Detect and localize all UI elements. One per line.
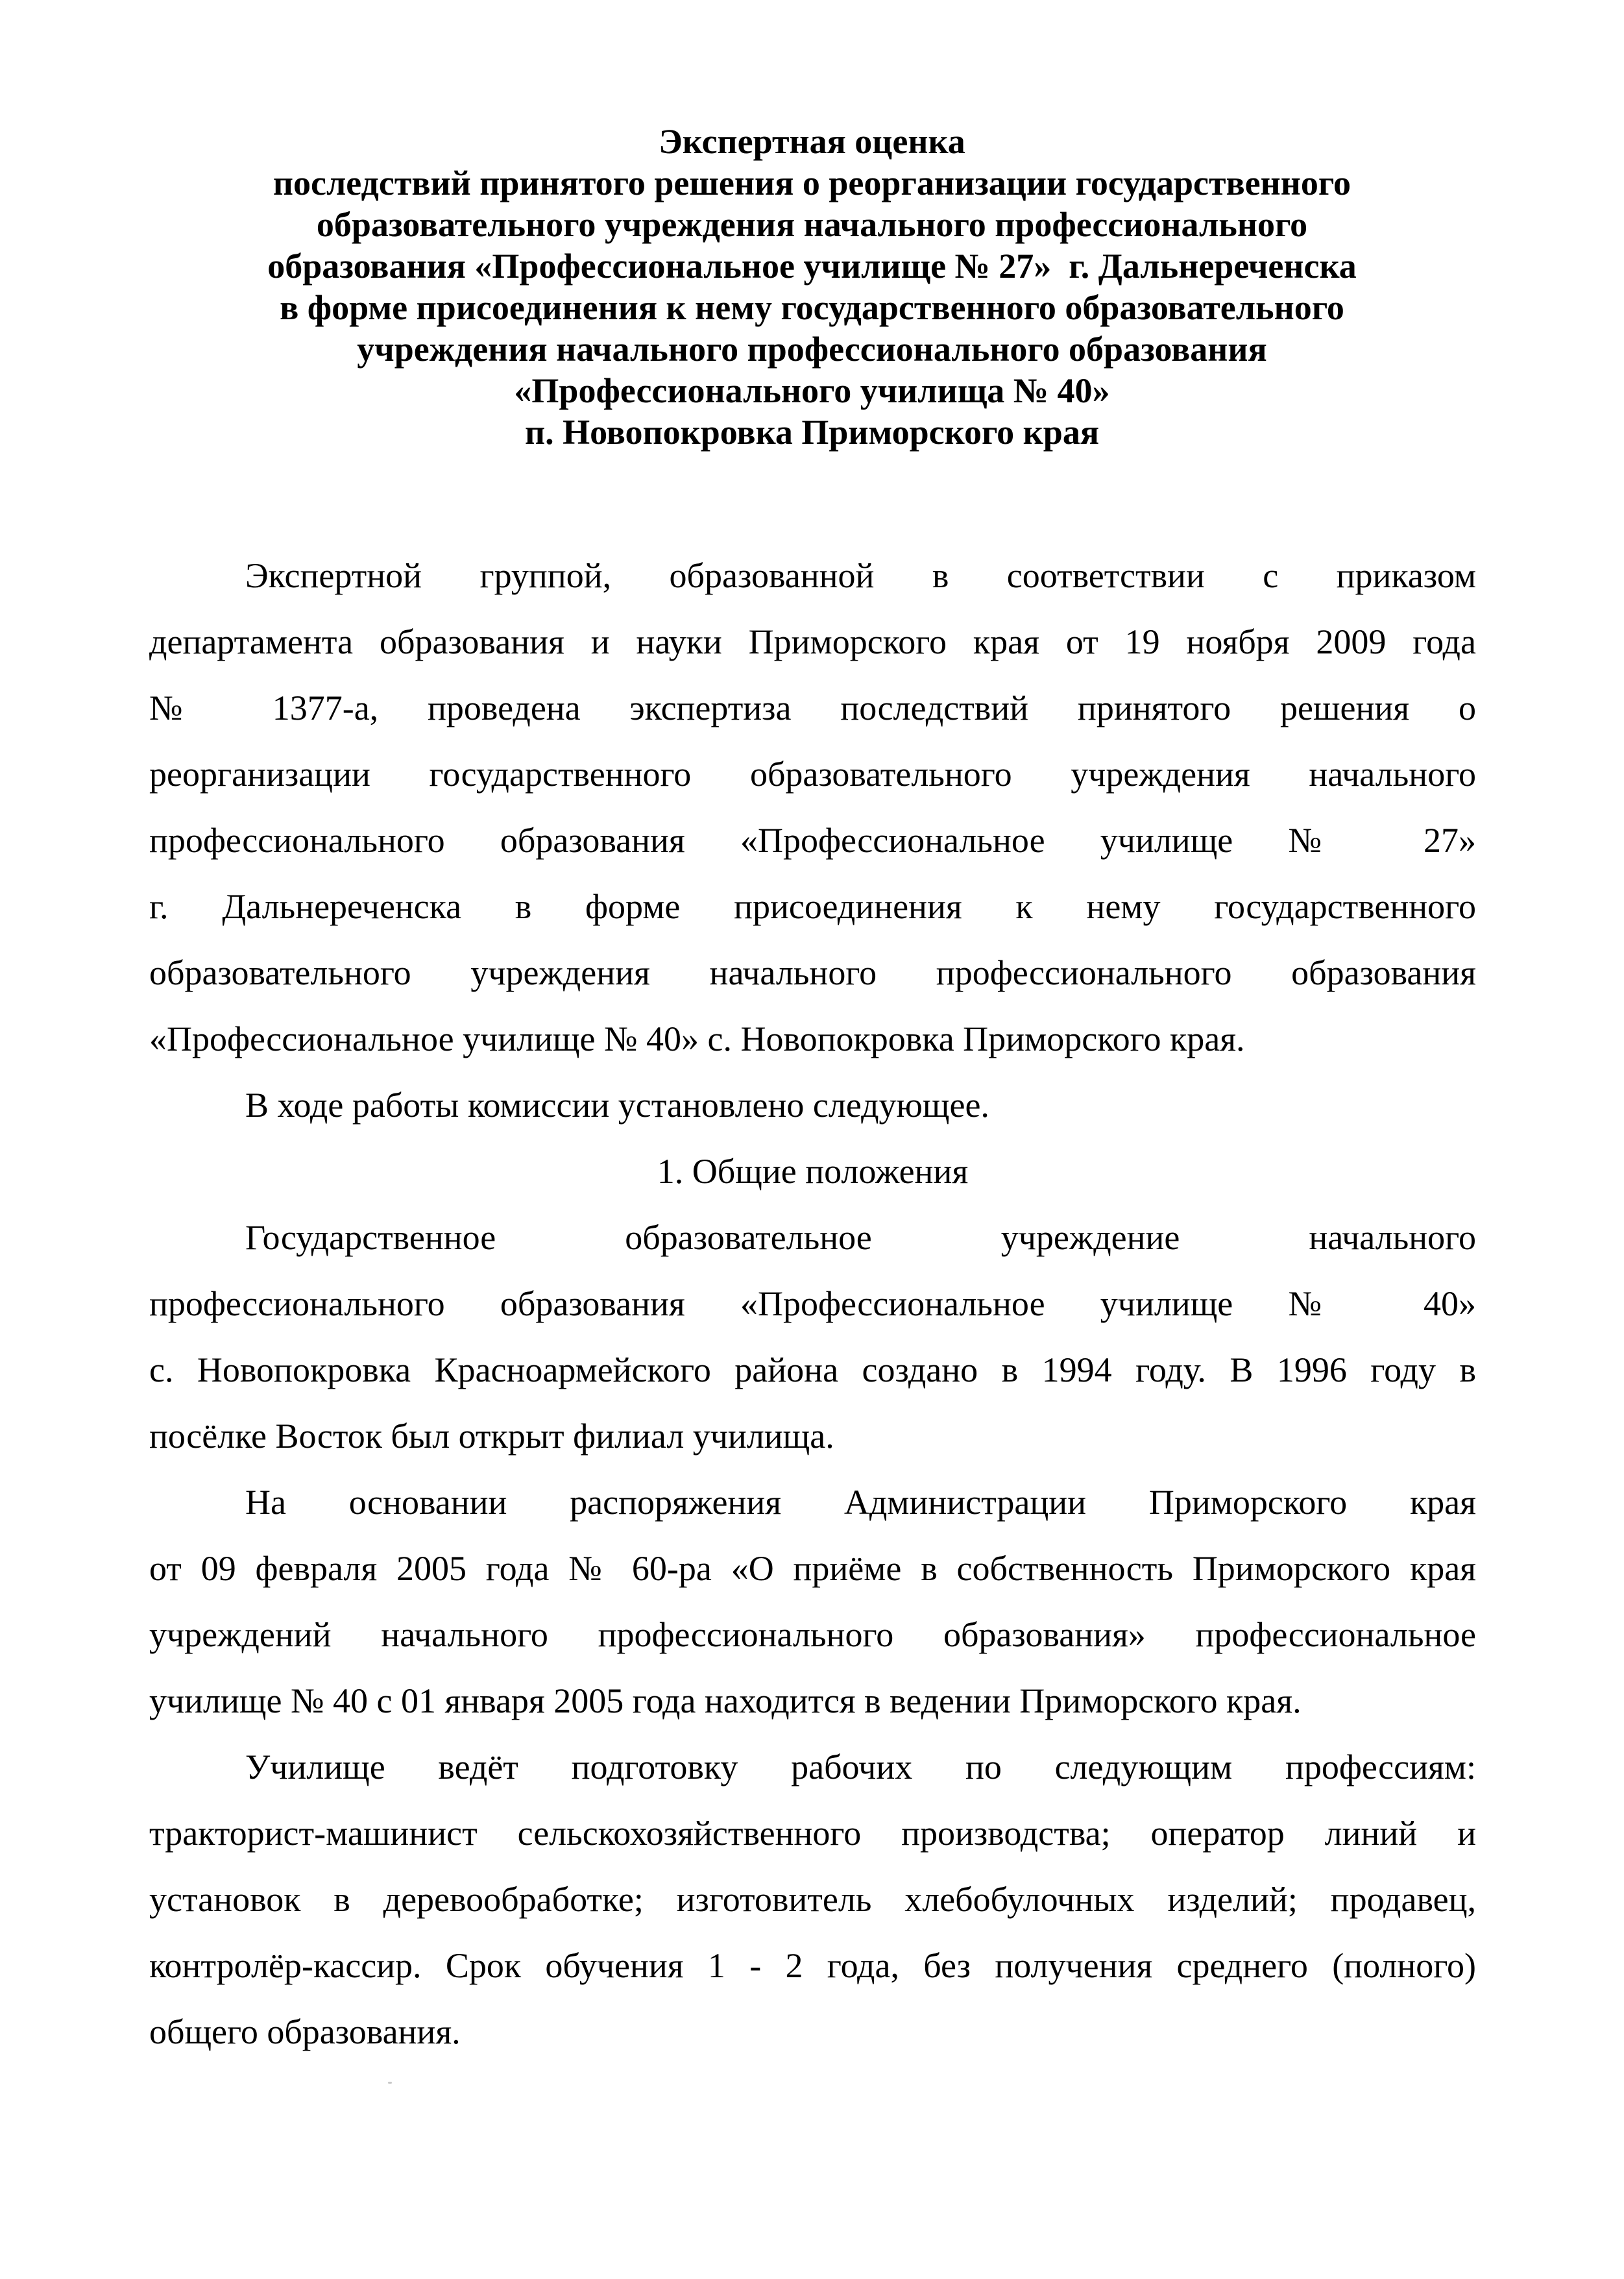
body-line: училище № 40 с 01 января 2005 года находится в ведении Приморского края. [149, 1681, 1302, 1720]
body-line: образовательного учреждения начального профессионального образования [149, 953, 1476, 992]
body-line: общего образования. [149, 2012, 461, 2051]
title-line: Экспертная оценка [659, 122, 965, 161]
document-body [149, 542, 1476, 2065]
title-line: «Профессионального училища № 40» [514, 371, 1110, 410]
scan-artifact-dot [388, 2082, 392, 2084]
title-line: образовательного учреждения начального профессионального [316, 205, 1308, 244]
body-line: Училище ведёт подготовку рабочих по следующим профессиям: [245, 1748, 1476, 1786]
title-line: в форме присоединения к нему государственного образовательного [280, 288, 1344, 327]
document-title [0, 121, 1624, 453]
body-line: На основании распоряжения Администрации Приморского края [245, 1483, 1476, 1522]
body-line: Государственное образовательное учреждение начального [245, 1218, 1476, 1257]
body-line: № 1377-а, проведена экспертиза последствий принятого решения о [149, 689, 1476, 727]
body-line: учреждений начального профессионального образования» профессиональное [149, 1615, 1476, 1654]
body-line: реорганизации государственного образовательного учреждения начального [149, 755, 1476, 794]
body-line: профессионального образования «Профессиональное училище № 27» [149, 821, 1476, 860]
body-line: тракторист-машинист сельскохозяйственного производства; оператор линий и [149, 1814, 1476, 1853]
body-line: В ходе работы комиссии установлено следующее. [245, 1086, 989, 1125]
body-line: с. Новопокровка Красноармейского района создано в 1994 году. В 1996 году в [149, 1350, 1476, 1389]
body-line: «Профессиональное училище № 40» с. Новопокровка Приморского края. [149, 1019, 1245, 1058]
body-line: от 09 февраля 2005 года № 60-ра «О приёме в собственность Приморского края [149, 1549, 1476, 1588]
body-line: департамента образования и науки Приморского края от 19 ноября 2009 года [149, 622, 1476, 661]
section-heading: 1. Общие положения [657, 1152, 969, 1191]
body-line: профессионального образования «Профессиональное училище № 40» [149, 1284, 1476, 1323]
title-line: образования «Профессиональное училище № 27» г. Дальнереченска [267, 247, 1357, 286]
body-line: контролёр-кассир. Срок обучения 1 - 2 года, без получения среднего (полного) [149, 1946, 1476, 1985]
title-line: последствий принятого решения о реорганизации государственного [273, 164, 1351, 202]
body-line: посёлке Восток был открыт филиал училища. [149, 1417, 834, 1456]
title-line: п. Новопокровка Приморского края [524, 413, 1100, 452]
body-line: г. Дальнереченска в форме присоединения к нему государственного [149, 887, 1476, 926]
body-line: установок в деревообработке; изготовитель хлебобулочных изделий; продавец, [149, 1880, 1476, 1919]
title-line: учреждения начального профессионального образования [357, 330, 1267, 369]
body-line: Экспертной группой, образованной в соответствии с приказом [245, 556, 1476, 595]
